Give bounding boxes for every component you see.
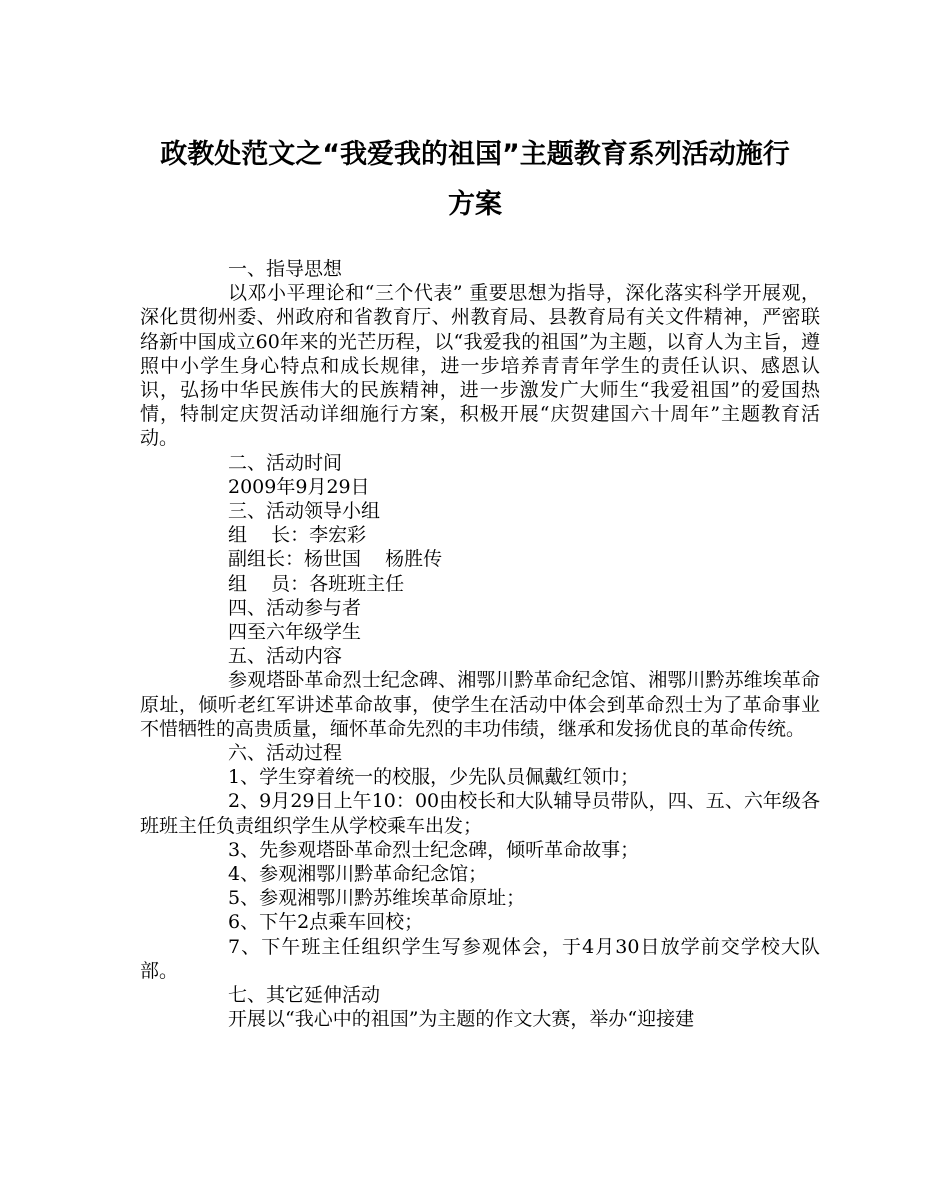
title-line-2: 方案: [448, 189, 502, 220]
section-heading-participants: 四、活动参与者: [228, 596, 362, 619]
participants-line: 四至六年级学生: [228, 621, 362, 644]
section-heading-activity-time: 二、活动时间: [228, 451, 343, 474]
document-title: [130, 130, 820, 230]
process-step-1: 1、学生穿着统一的校服，少先队员佩戴红领巾；: [228, 766, 640, 789]
process-step-2: 2、9月29日上午10：00由校长和大队辅导员带队，四、五、六年级各班班主任负责组织学生从学校乘车出发；: [140, 790, 820, 837]
paragraph-extended-activities: 开展以“我心中的祖国”为主题的作文大赛，举办“迎接建: [228, 1008, 695, 1031]
process-step-6: 6、下午2点乘车回校；: [228, 911, 424, 934]
section-heading-activity-content: 五、活动内容: [228, 645, 343, 668]
process-step-4: 4、参观湘鄂川黔革命纪念馆；: [228, 863, 488, 886]
process-step-5: 5、参观湘鄂川黔苏维埃革命原址；: [228, 887, 526, 910]
deputy-leader-line: 副组长：杨世国 杨胜传: [228, 548, 443, 571]
paragraph-guiding-ideology: 以邓小平理论和“三个代表” 重要思想为指导，深化落实科学开展观，深化贯彻州委、州政府和省教育厅、州教育局、县教育局有关文件精神，严密联络新中国成立60年来的光芒历程，以“我爱我的祖国”为主题，以育人为主旨，遵照中小学生身心特点和成长规律，进一步培养青青年学生的责任认识、感恩认识，弘扬中华民族伟大的民族精神，进一步激发广大师生“我爱祖国”的爱国热情，特制定庆贺活动详细施行方案，积极开展“庆贺建国六十周年”主题教育活动。: [140, 282, 820, 450]
activity-date: 2009年9月29日: [228, 475, 370, 498]
paragraph-activity-content: 参观塔卧革命烈士纪念碑、湘鄂川黔革命纪念馆、湘鄂川黔苏维埃革命原址，倾听老红军讲述革命故事，使学生在活动中体会到革命烈士为了革命事业不惜牺牲的高贵质量，缅怀革命先烈的丰功伟绩，继承和发扬优良的革命传统。: [140, 669, 820, 740]
process-step-7: 7、下午班主任组织学生写参观体会，于4月30日放学前交学校大队部。: [140, 935, 820, 982]
section-heading-guiding-ideology: 一、指导思想: [228, 258, 343, 280]
title-line-1: 政教处范文之“我爱我的祖国”主题教育系列活动施行: [160, 139, 790, 170]
section-heading-activity-process: 六、活动过程: [228, 742, 343, 765]
section-heading-leadership-group: 三、活动领导小组: [228, 500, 381, 523]
leader-line: 组 长：李宏彩: [228, 524, 367, 547]
process-step-3: 3、先参观塔卧革命烈士纪念碑，倾听革命故事；: [228, 838, 640, 861]
section-heading-extended-activities: 七、其它延伸活动: [228, 984, 381, 1007]
members-line: 组 员：各班班主任: [228, 572, 405, 595]
document-body: [140, 257, 820, 1032]
